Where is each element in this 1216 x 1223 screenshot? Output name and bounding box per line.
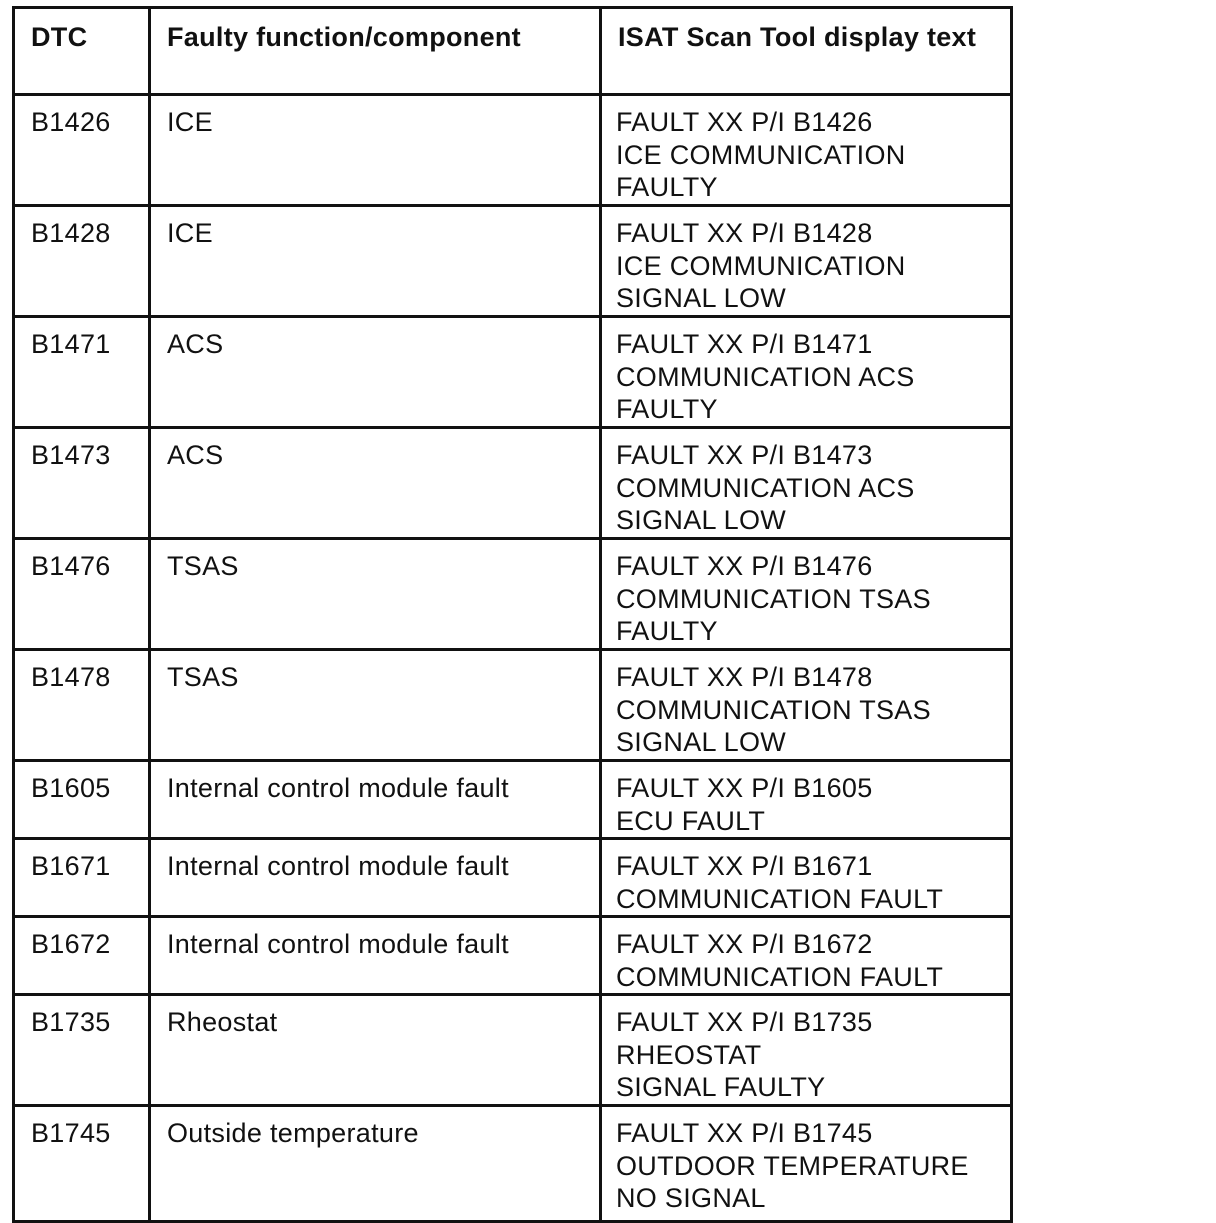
- cell-dtc: B1428: [14, 206, 150, 317]
- cell-dtc: B1672: [14, 917, 150, 995]
- cell-function: ACS: [150, 317, 601, 428]
- display-line: COMMUNICATION ACS: [616, 361, 915, 392]
- display-line: FAULT XX P/I B1471: [616, 329, 873, 359]
- display-line: FAULT XX P/I B1426: [616, 107, 873, 137]
- cell-dtc: B1473: [14, 428, 150, 539]
- display-line: SIGNAL FAULTY: [616, 1072, 826, 1102]
- table-row: [14, 761, 1012, 839]
- cell-dtc: B1476: [14, 539, 150, 650]
- display-line: COMMUNICATION FAULT: [616, 883, 944, 914]
- table-row: [14, 917, 1012, 995]
- display-line: ICE COMMUNICATION: [616, 250, 906, 281]
- display-line: FAULTY: [616, 616, 718, 646]
- display-line: FAULT XX P/I B1476: [616, 551, 873, 581]
- cell-dtc: B1471: [14, 317, 150, 428]
- display-line: ECU FAULT: [616, 805, 766, 836]
- cell-display: [601, 1106, 1012, 1222]
- display-line: FAULT XX P/I B1745: [616, 1118, 873, 1148]
- cell-display: [601, 917, 1012, 995]
- cell-display: [601, 650, 1012, 761]
- header-dtc: DTC: [14, 8, 150, 95]
- table-row: [14, 839, 1012, 917]
- display-line: COMMUNICATION TSAS: [616, 694, 931, 725]
- cell-display: [601, 839, 1012, 917]
- table-row: [14, 206, 1012, 317]
- table-row: [14, 995, 1012, 1106]
- cell-function: TSAS: [150, 539, 601, 650]
- table-row: [14, 317, 1012, 428]
- display-line: COMMUNICATION TSAS: [616, 583, 931, 614]
- display-line: COMMUNICATION FAULT: [616, 961, 944, 992]
- display-line: FAULTY: [616, 172, 718, 202]
- display-line: OUTDOOR TEMPERATURE: [616, 1150, 969, 1181]
- display-line: FAULT XX P/I B1671: [616, 851, 873, 881]
- table-row: [14, 428, 1012, 539]
- cell-function: ACS: [150, 428, 601, 539]
- header-function: Faulty function/component: [150, 8, 601, 95]
- display-line: COMMUNICATION ACS: [616, 472, 915, 503]
- display-line: FAULT XX P/I B1605: [616, 773, 873, 803]
- cell-dtc: B1735: [14, 995, 150, 1106]
- display-line: SIGNAL LOW: [616, 283, 787, 313]
- table-row: [14, 650, 1012, 761]
- display-line: ICE COMMUNICATION: [616, 139, 906, 170]
- display-line: SIGNAL LOW: [616, 505, 787, 535]
- display-line: RHEOSTAT: [616, 1039, 762, 1070]
- display-line: SIGNAL LOW: [616, 727, 787, 757]
- header-display: ISAT Scan Tool display text: [601, 8, 1012, 95]
- cell-dtc: B1605: [14, 761, 150, 839]
- table-row: [14, 539, 1012, 650]
- display-line: FAULT XX P/I B1672: [616, 929, 873, 959]
- display-line: FAULT XX P/I B1478: [616, 662, 873, 692]
- cell-function: Internal control module fault: [150, 761, 601, 839]
- cell-function: Internal control module fault: [150, 839, 601, 917]
- display-line: FAULT XX P/I B1735: [616, 1007, 873, 1037]
- cell-dtc: B1671: [14, 839, 150, 917]
- cell-display: [601, 539, 1012, 650]
- cell-function: Outside temperature: [150, 1106, 601, 1222]
- cell-dtc: B1478: [14, 650, 150, 761]
- cell-display: [601, 317, 1012, 428]
- dtc-table: [12, 6, 1013, 1223]
- display-line: FAULT XX P/I B1473: [616, 440, 873, 470]
- display-line: NO SIGNAL: [616, 1183, 766, 1213]
- table-row: [14, 1106, 1012, 1222]
- cell-function: Rheostat: [150, 995, 601, 1106]
- cell-function: Internal control module fault: [150, 917, 601, 995]
- cell-function: ICE: [150, 206, 601, 317]
- cell-dtc: B1426: [14, 95, 150, 206]
- cell-display: [601, 95, 1012, 206]
- header-row: [14, 8, 1012, 95]
- cell-display: [601, 995, 1012, 1106]
- display-line: FAULTY: [616, 394, 718, 424]
- cell-function: ICE: [150, 95, 601, 206]
- cell-display: [601, 206, 1012, 317]
- table-row: [14, 95, 1012, 206]
- cell-display: [601, 761, 1012, 839]
- display-line: FAULT XX P/I B1428: [616, 218, 873, 248]
- cell-display: [601, 428, 1012, 539]
- cell-dtc: B1745: [14, 1106, 150, 1222]
- cell-function: TSAS: [150, 650, 601, 761]
